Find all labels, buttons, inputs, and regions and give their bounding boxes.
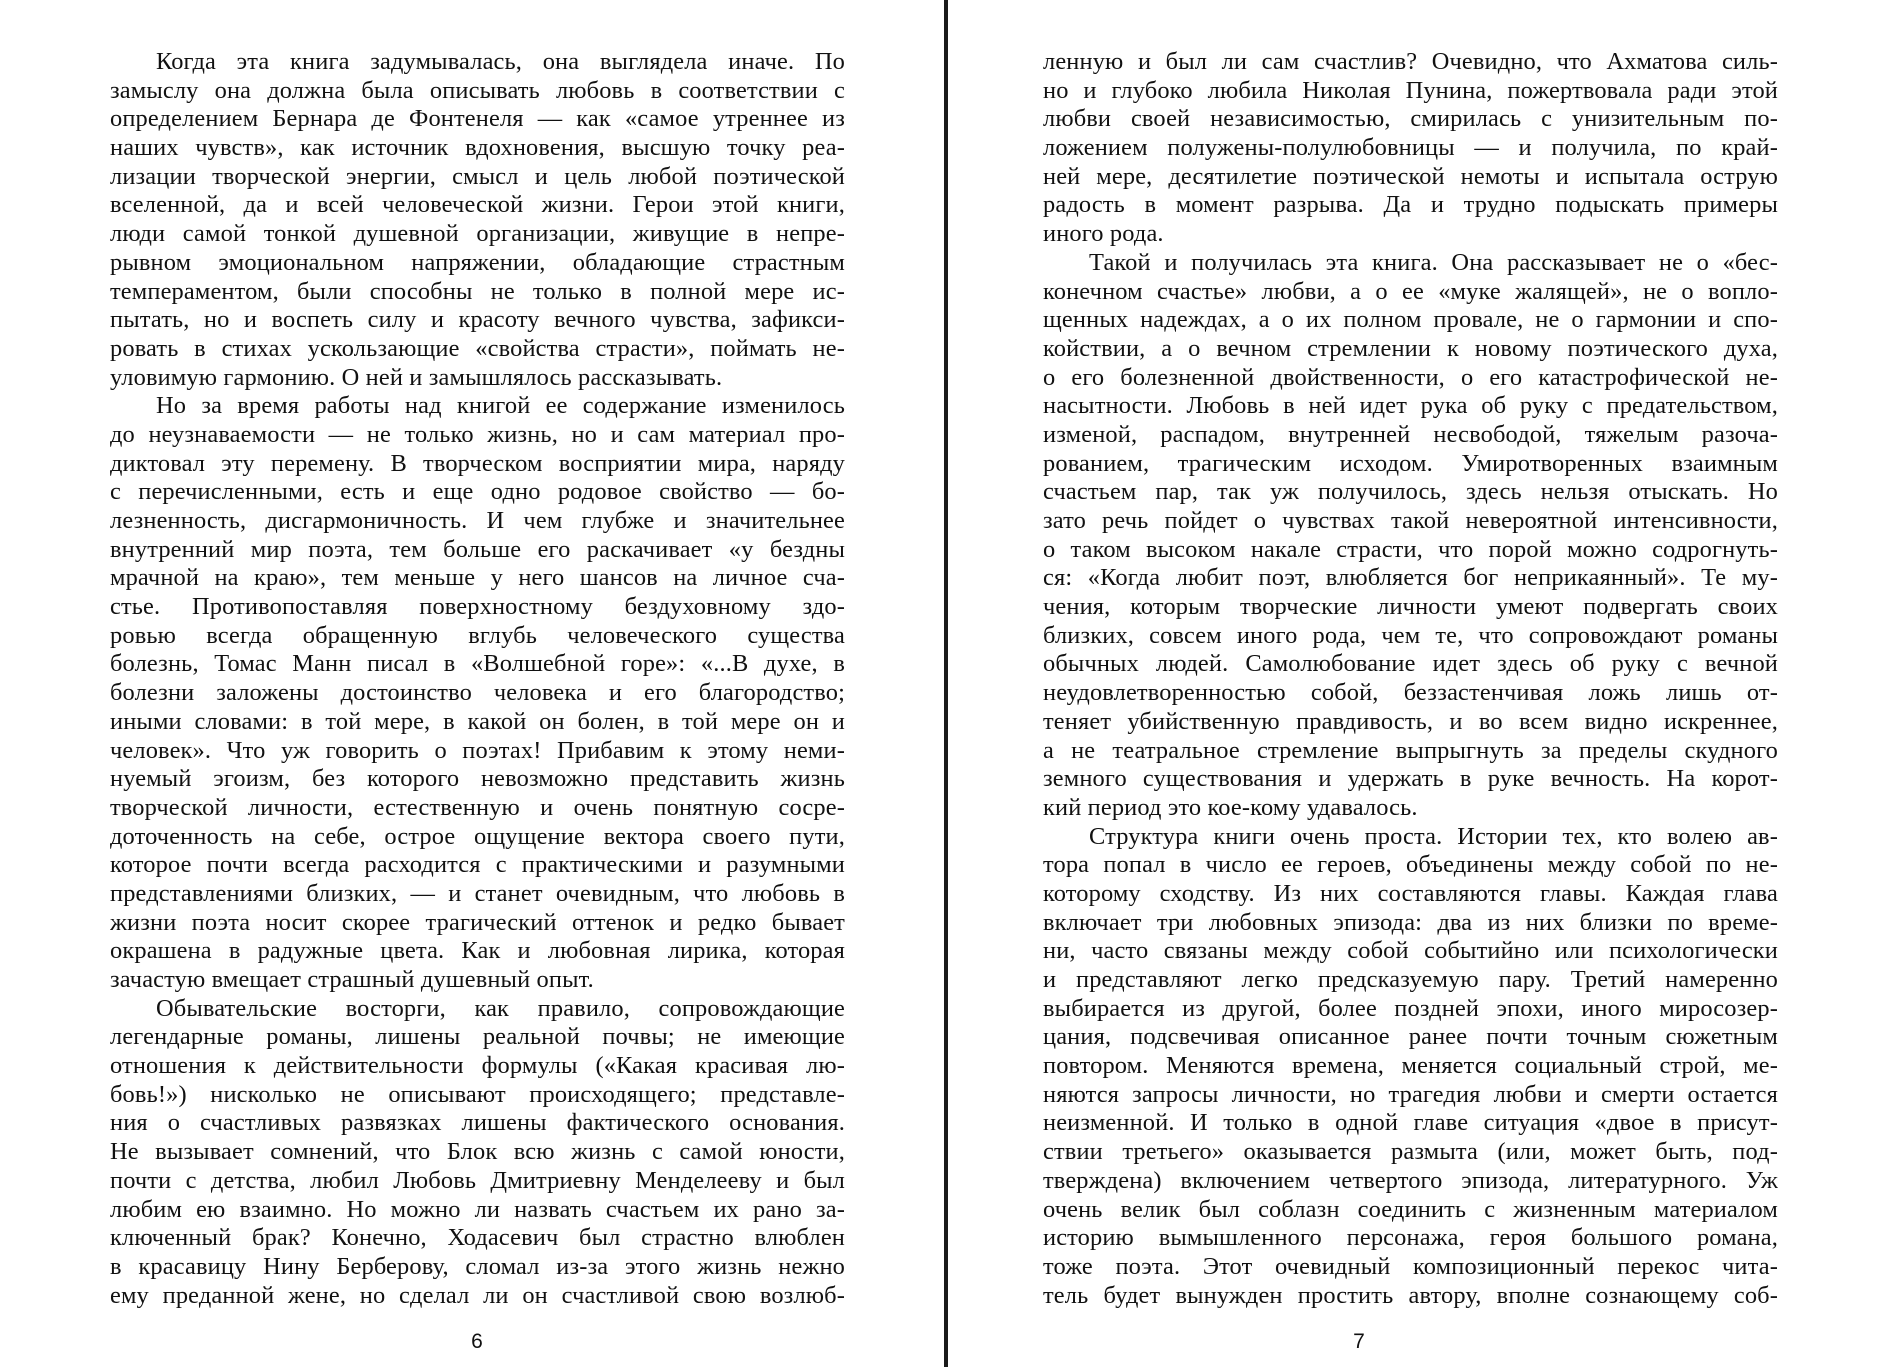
- text-line: ему преданной жене, но сделал ли он счастливой свою возлюб-: [110, 1281, 845, 1309]
- text-line: определением Бернара де Фонтенеля — как «самое утреннее из: [110, 105, 845, 133]
- text-line: с перечисленными, есть и еще одно родовое свойство — бо-: [110, 478, 845, 506]
- text-line: Не вызывает сомнений, что Блок всю жизнь с самой юности,: [110, 1138, 845, 1166]
- right-page-text: [1043, 48, 1778, 1310]
- text-line: тоже поэта. Этот очевидный композиционный перекос чита-: [1043, 1252, 1778, 1280]
- text-line: Но за время работы над книгой ее содержание изменилось: [156, 392, 845, 420]
- text-line: Когда эта книга задумывалась, она выглядела иначе. По: [156, 48, 845, 75]
- text-line: отношения к действительности формулы («Какая красивая лю-: [110, 1052, 845, 1080]
- text-line: любим ею взаимно. Но можно ли назвать счастьем их рано за-: [110, 1195, 845, 1223]
- text-line: но и глубоко любила Николая Пунина, пожертвовала ради этой: [1043, 76, 1778, 104]
- text-line: щенных надеждах, а о их полном провале, не о гармонии и спо-: [1043, 306, 1778, 334]
- text-line: творческой личности, естественную и очень понятную сосре-: [110, 793, 845, 821]
- text-line: ровью всегда обращенную вглубь человеческого существа: [110, 621, 845, 649]
- text-line: конечном счастье» любви, а о ее «муке жалящей», не о вопло-: [1043, 277, 1778, 305]
- text-line: ключенный брак? Конечно, Ходасевич был страстно влюблен: [110, 1224, 845, 1252]
- text-line: очень велик был соблазн соединить с жизненным материалом: [1043, 1195, 1778, 1223]
- text-line: любви своей независимостью, смирилась с унизительным по-: [1043, 105, 1778, 133]
- text-line: ни, часто связаны между собой событийно или психологически: [1043, 937, 1778, 965]
- text-line: о таком высоком накале страсти, что порой можно содрогнуть-: [1043, 535, 1778, 563]
- text-line: болезнь, Томас Манн писал в «Волшебной горе»: «...В духе, в: [110, 650, 845, 678]
- text-line: Структура книги очень проста. Истории тех, кто волею ав-: [1089, 822, 1778, 850]
- text-line: няются запросы личности, но трагедия любви и смерти остается: [1043, 1080, 1778, 1108]
- text-line: стье. Противопоставляя поверхностному бездуховному здо-: [110, 593, 845, 621]
- text-line: замыслу она должна была описывать любовь в соответствии с: [110, 76, 845, 104]
- text-line: бовь!») нисколько не описывают происходящего; представле-: [110, 1080, 845, 1108]
- text-line: ся: «Когда любит поэт, влюбляется бог неприкаянный». Те му-: [1043, 564, 1778, 592]
- text-line: ровать в стихах ускользающие «свойства страсти», поймать не-: [110, 334, 845, 362]
- text-line: ложением полужены-полулюбовницы — и получила, по край-: [1043, 134, 1778, 162]
- text-line: койствии, а о вечном стремлении к новому поэтического духа,: [1043, 334, 1778, 362]
- text-line: которому сходству. Из них составляются главы. Каждая глава: [1043, 879, 1778, 907]
- text-line: пытать, но и воспеть силу и красоту вечного чувства, зафикси-: [110, 306, 845, 334]
- text-line: радость в момент разрыва. Да и трудно подыскать примеры: [1043, 191, 1778, 219]
- text-line: окрашена в радужные цвета. Как и любовная лирика, которая: [110, 937, 845, 965]
- text-line: почти с детства, любил Любовь Дмитриевну Менделееву и был: [110, 1166, 845, 1194]
- text-line: Обывательские восторги, как правило, сопровождающие: [156, 994, 845, 1022]
- text-line: историю вымышленного персонажа, героя большого романа,: [1043, 1224, 1778, 1252]
- text-line: насытности. Любовь в ней идет рука об руку с предательством,: [1043, 392, 1778, 420]
- text-line: болезни заложены достоинство человека и его благородство;: [110, 679, 845, 707]
- text-line: мрачной на краю», тем меньше у него шансов на личное сча-: [110, 564, 845, 592]
- text-line: изменой, распадом, внутренней несвободой, тяжелым разоча-: [1043, 420, 1778, 448]
- left-page-text: [110, 48, 845, 1310]
- text-line: человек». Что уж говорить о поэтах! Прибавим к этому неми-: [110, 736, 845, 764]
- text-line: выбирается из другой, более поздней эпохи, иного миросозер-: [1043, 994, 1778, 1022]
- text-line: счастьем пар, так уж получилось, здесь нельзя отыскать. Но: [1043, 478, 1778, 506]
- text-line: вселенной, да и всей человеческой жизни. Герои этой книги,: [110, 191, 845, 219]
- text-line: тверждена) включением четвертого эпизода, литературного. Уж: [1043, 1166, 1778, 1194]
- text-line: представлениями близких, — и станет очевидным, что любовь в: [110, 879, 845, 907]
- text-line: рывном эмоциональном напряжении, обладающие страстным: [110, 248, 845, 276]
- text-line: ствии третьего» оказывается размыта (или, может быть, под-: [1043, 1138, 1778, 1166]
- text-line: лезненность, дисгармоничность. И чем глубже и значительнее: [110, 507, 845, 534]
- left-page: [0, 0, 944, 1367]
- text-line: и представляют легко предсказуемую пару. Третий намеренно: [1043, 966, 1778, 993]
- text-line: обычных людей. Самолюбование идет здесь об руку с вечной: [1043, 650, 1778, 678]
- text-line: Такой и получилась эта книга. Она рассказывает не о «бес-: [1089, 248, 1778, 276]
- text-line: чения, которым творческие личности умеют подвергать своих: [1043, 593, 1778, 621]
- text-line: ленную и был ли сам счастлив? Очевидно, что Ахматова силь-: [1043, 48, 1778, 75]
- text-line: рованием, трагическим исходом. Умиротворенных взаимным: [1043, 449, 1778, 477]
- text-line: лизации творческой энергии, смысл и цель любой поэтической: [110, 162, 845, 190]
- right-page: [948, 0, 1889, 1367]
- text-line: в красавицу Нину Берберову, сломал из-за этого жизнь нежно: [110, 1252, 845, 1280]
- text-line: земного существования и удержать в руке вечность. На корот-: [1043, 765, 1778, 793]
- text-line: цания, подсвечивая описанное ранее почти точным сюжетным: [1043, 1023, 1778, 1051]
- text-line: ней мере, десятилетие поэтической немоты и испытала острую: [1043, 162, 1778, 190]
- right-page-number: 7: [1353, 1330, 1365, 1353]
- text-line: зачастую вмещает страшный душевный опыт.: [110, 966, 594, 993]
- text-line: доточенность на себе, острое ощущение вектора своего пути,: [110, 822, 845, 850]
- text-line: неизменной. И только в одной главе ситуация «двое в присут-: [1043, 1109, 1778, 1137]
- text-line: до неузнаваемости — не только жизнь, но и сам материал про-: [110, 420, 845, 448]
- text-line: легендарные романы, лишены реальной почвы; не имеющие: [110, 1023, 845, 1051]
- left-page-number: 6: [471, 1330, 483, 1353]
- text-line: люди самой тонкой душевной организации, живущие в непре-: [110, 220, 845, 248]
- text-line: которое почти всегда расходится с практическими и разумными: [110, 851, 845, 879]
- text-line: диктовал эту перемену. В творческом восприятии мира, наряду: [110, 449, 845, 477]
- text-line: зато речь пойдет о чувствах такой невероятной интенсивности,: [1043, 507, 1778, 534]
- text-line: близких, совсем иного рода, чем те, что сопровождают романы: [1043, 621, 1778, 649]
- text-line: включает три любовных эпизода: два из них близки по време-: [1043, 908, 1778, 936]
- text-line: неудовлетворенностью собой, беззастенчивая ложь лишь от-: [1043, 679, 1778, 707]
- text-line: кий период это кое-кому удавалось.: [1043, 793, 1418, 821]
- text-line: повтором. Меняются времена, меняется социальный строй, ме-: [1043, 1052, 1778, 1080]
- text-line: наших чувств», как источник вдохновения, высшую точку реа-: [110, 134, 845, 162]
- text-line: а не театральное стремление выпрыгнуть за пределы скудного: [1043, 736, 1778, 764]
- text-line: темпераментом, были способны не только в полной мере ис-: [110, 277, 845, 305]
- text-line: тель будет вынужден простить автору, вполне сознающему соб-: [1043, 1281, 1778, 1309]
- text-line: о его болезненной двойственности, о его катастрофической не-: [1043, 363, 1778, 391]
- text-line: нуемый эгоизм, без которого невозможно представить жизнь: [110, 765, 845, 793]
- text-line: уловимую гармонию. О ней и замышлялось рассказывать.: [110, 363, 723, 391]
- text-line: тора попал в число ее героев, объединены между собой по не-: [1043, 851, 1778, 879]
- text-line: жизни поэта носит скорее трагический оттенок и редко бывает: [110, 908, 845, 936]
- text-line: иными словами: в той мере, в какой он болен, в той мере он и: [110, 707, 845, 735]
- text-line: теняет убийственную правдивость, и во всем видно искреннее,: [1043, 707, 1778, 735]
- text-line: ния о счастливых развязках лишены фактического основания.: [110, 1109, 845, 1137]
- text-line: иного рода.: [1043, 220, 1164, 248]
- text-line: внутренний мир поэта, тем больше его раскачивает «у бездны: [110, 535, 845, 563]
